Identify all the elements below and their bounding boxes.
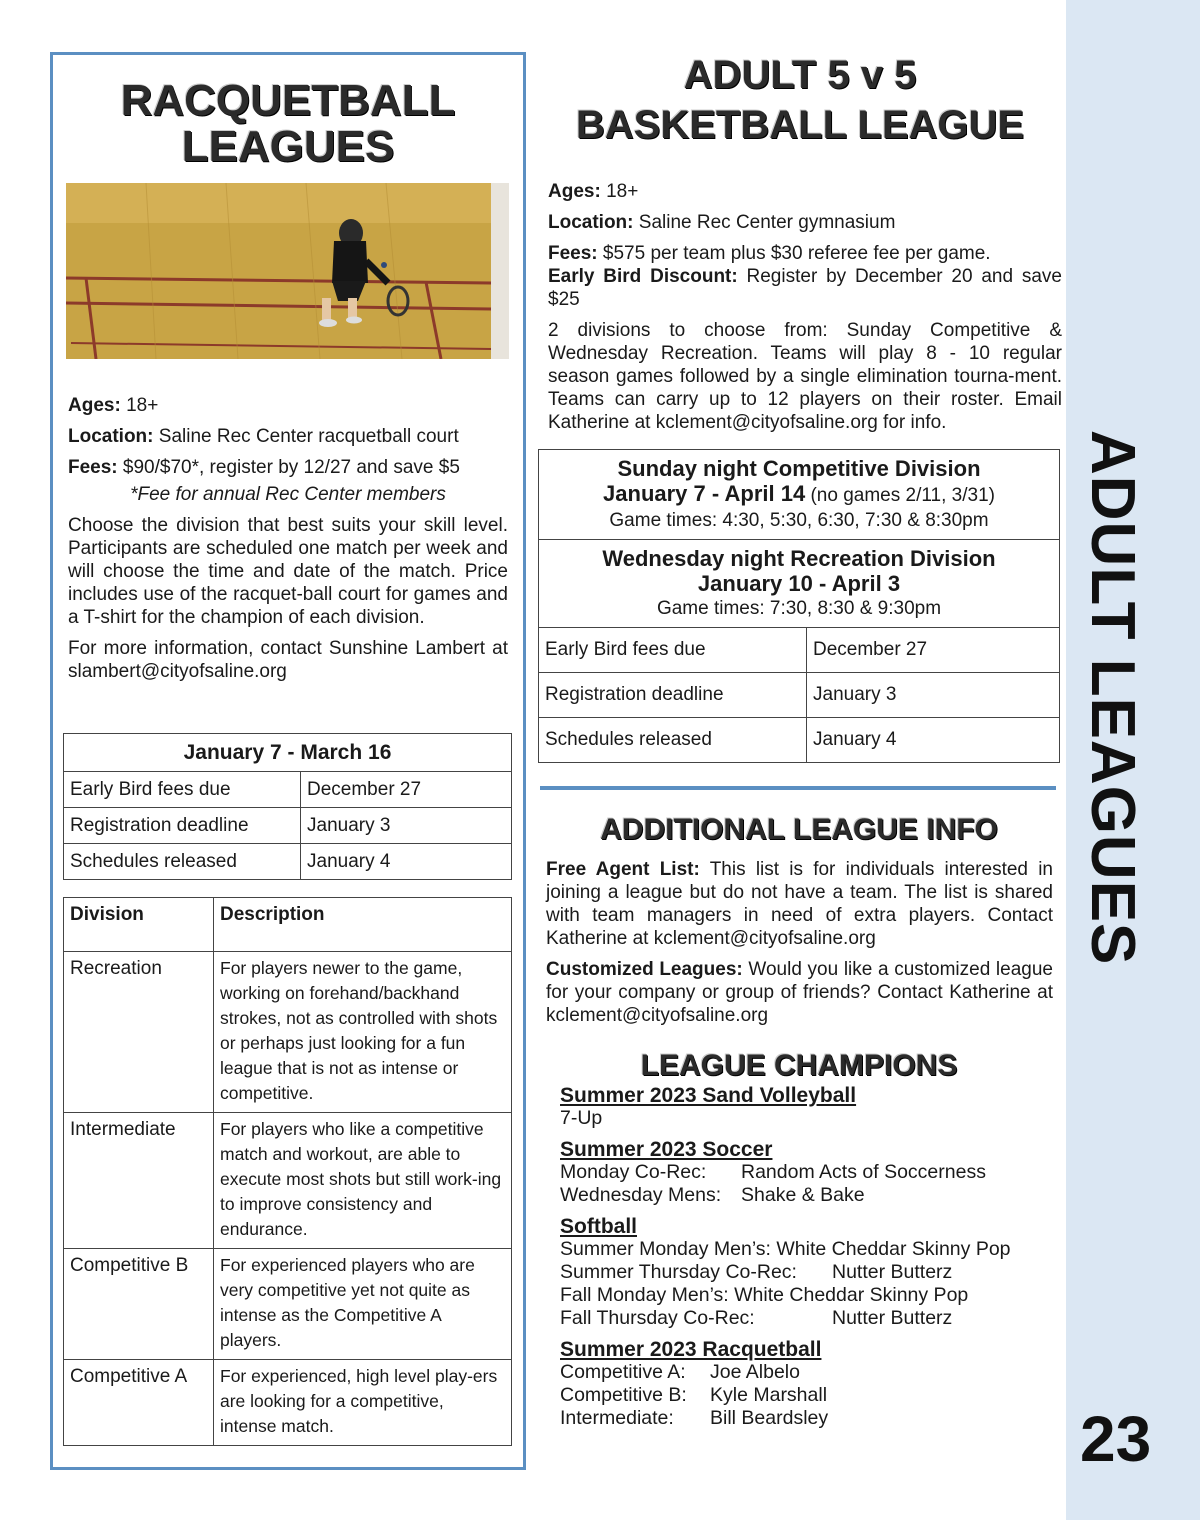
location-line: Location: Saline Rec Center gymnasium bbox=[548, 212, 896, 233]
division-table bbox=[63, 897, 512, 1446]
section-title-vertical: ADULT LEAGUES bbox=[1078, 430, 1147, 966]
volleyball-heading: Summer 2023 Sand Volleyball bbox=[560, 1084, 857, 1107]
racquetball-title: RACQUETBALL LEAGUES bbox=[120, 76, 456, 171]
basketball-title: ADULT 5 v 5 BASKETBALL LEAGUE bbox=[575, 53, 1025, 147]
racquetball-photo bbox=[66, 183, 509, 359]
volleyball-winner: 7-Up bbox=[560, 1107, 603, 1129]
free-agent-paragraph: Free Agent List: This list is for individuals interested in joining a league but do not have a team. The list is shared with team managers in need of extra players. Contact Katherine at kclement@cityofsaline.org bbox=[546, 859, 1053, 949]
basketball-schedule-table bbox=[538, 449, 1060, 763]
list-item: Wednesday Mens: Shake & Bake bbox=[560, 1184, 865, 1206]
softball-heading: Softball bbox=[560, 1215, 637, 1238]
racquetball-contact: For more information, contact Sunshine Lambert at slambert@cityofsaline.org bbox=[68, 638, 508, 682]
location-line: Location: Saline Rec Center racquetball court bbox=[68, 426, 459, 447]
table-row: Schedules released January 4 bbox=[64, 844, 512, 880]
section-divider bbox=[540, 786, 1056, 790]
division-column-header: Division bbox=[64, 898, 214, 952]
list-item: Fall Monday Men’s: White Cheddar Skinny Pop bbox=[560, 1284, 969, 1306]
page-number: 23 bbox=[1080, 1403, 1152, 1475]
racquetball-court-illustration bbox=[66, 183, 509, 359]
table-row: Early Bird fees due December 27 bbox=[64, 772, 512, 808]
table-row: Early Bird fees due December 27 bbox=[539, 628, 1060, 673]
table-row: Competitive B For experienced players who are very competitive yet not quite as intense as the Competitive A players. bbox=[64, 1249, 512, 1360]
table-row: Intermediate For players who like a competitive match and workout, are able to execute most shots but still work-ing to improve consistency and endurance. bbox=[64, 1113, 512, 1249]
additional-info bbox=[546, 858, 1053, 1035]
fees-line: Fees: $90/$70*, register by 12/27 and save $5 bbox=[68, 457, 460, 478]
list-item: Monday Co-Rec: Random Acts of Soccerness bbox=[560, 1161, 986, 1183]
basketball-info bbox=[548, 180, 1062, 442]
champions-list bbox=[560, 1084, 1060, 1430]
wednesday-division-row: Wednesday night Recreation Division January 10 - April 3 Game times: 7:30, 8:30 & 9:30pm bbox=[539, 540, 1060, 628]
early-bird-line: Early Bird Discount: Register by December 20 and save $25 bbox=[548, 266, 1062, 310]
list-item: Competitive A: Joe Albelo bbox=[560, 1361, 800, 1383]
wednesday-division-name: Wednesday night Recreation Division bbox=[602, 546, 996, 571]
customized-leagues-paragraph: Customized Leagues: Would you like a customized league for your company or group of friends? Contact Katherine at kclement@cityofsaline.org bbox=[546, 959, 1053, 1026]
racquetball-champions-heading: Summer 2023 Racquetball bbox=[560, 1338, 822, 1361]
racquetball-dates-table bbox=[63, 733, 512, 880]
table-row: Schedules released January 4 bbox=[539, 718, 1060, 763]
table-row: Registration deadline January 3 bbox=[64, 808, 512, 844]
racquetball-description: Choose the division that best suits your skill level. Participants are scheduled one match per week and will choose the time and date of the match. Price includes use of the racquet-ball court for games and a T-shirt for the champion of each division. bbox=[68, 515, 508, 628]
fees-line: Fees: $575 per team plus $30 referee fee per game. bbox=[548, 243, 991, 264]
soccer-heading: Summer 2023 Soccer bbox=[560, 1138, 773, 1161]
additional-info-title: ADDITIONAL LEAGUE INFO bbox=[600, 813, 998, 846]
ages-line: Ages: 18+ bbox=[548, 181, 639, 202]
list-item: Summer Monday Men’s: White Cheddar Skinny Pop bbox=[560, 1238, 1011, 1260]
table-row: Recreation For players newer to the game, working on forehand/backhand strokes, not as controlled with shots or perhaps just looking for a fun league that is not as intense or competitive. bbox=[64, 952, 512, 1113]
ages-line: Ages: 18+ bbox=[68, 395, 159, 416]
racquetball-info bbox=[68, 394, 508, 691]
sunday-division-row: Sunday night Competitive Division January 7 - April 14 (no games 2/11, 3/31) Game times: 4:30, 5:30, 6:30, 7:30 & 8:30pm bbox=[539, 450, 1060, 540]
basketball-description: 2 divisions to choose from: Sunday Competitive & Wednesday Recreation. Teams will play 8 - 10 regular season games followed by a single elimination tourna-ment. Teams can carry up to 12 players on their roster. Email Katherine at kclement@cityofsaline.org for info. bbox=[548, 320, 1062, 433]
season-dates: January 7 - March 16 bbox=[64, 734, 512, 772]
table-row: Competitive A For experienced, high level play-ers are looking for a competitive, intense match. bbox=[64, 1360, 512, 1446]
list-item: Summer Thursday Co-Rec: Nutter Butterz bbox=[560, 1261, 953, 1283]
table-row: Registration deadline January 3 bbox=[539, 673, 1060, 718]
league-champions-title: LEAGUE CHAMPIONS bbox=[640, 1049, 958, 1082]
fee-note: *Fee for annual Rec Center members bbox=[130, 484, 446, 505]
list-item: Competitive B: Kyle Marshall bbox=[560, 1384, 828, 1406]
list-item: Fall Thursday Co-Rec: Nutter Butterz bbox=[560, 1307, 953, 1329]
list-item: Intermediate: Bill Beardsley bbox=[560, 1407, 829, 1429]
sunday-division-name: Sunday night Competitive Division bbox=[617, 456, 981, 481]
description-column-header: Description bbox=[214, 898, 512, 952]
